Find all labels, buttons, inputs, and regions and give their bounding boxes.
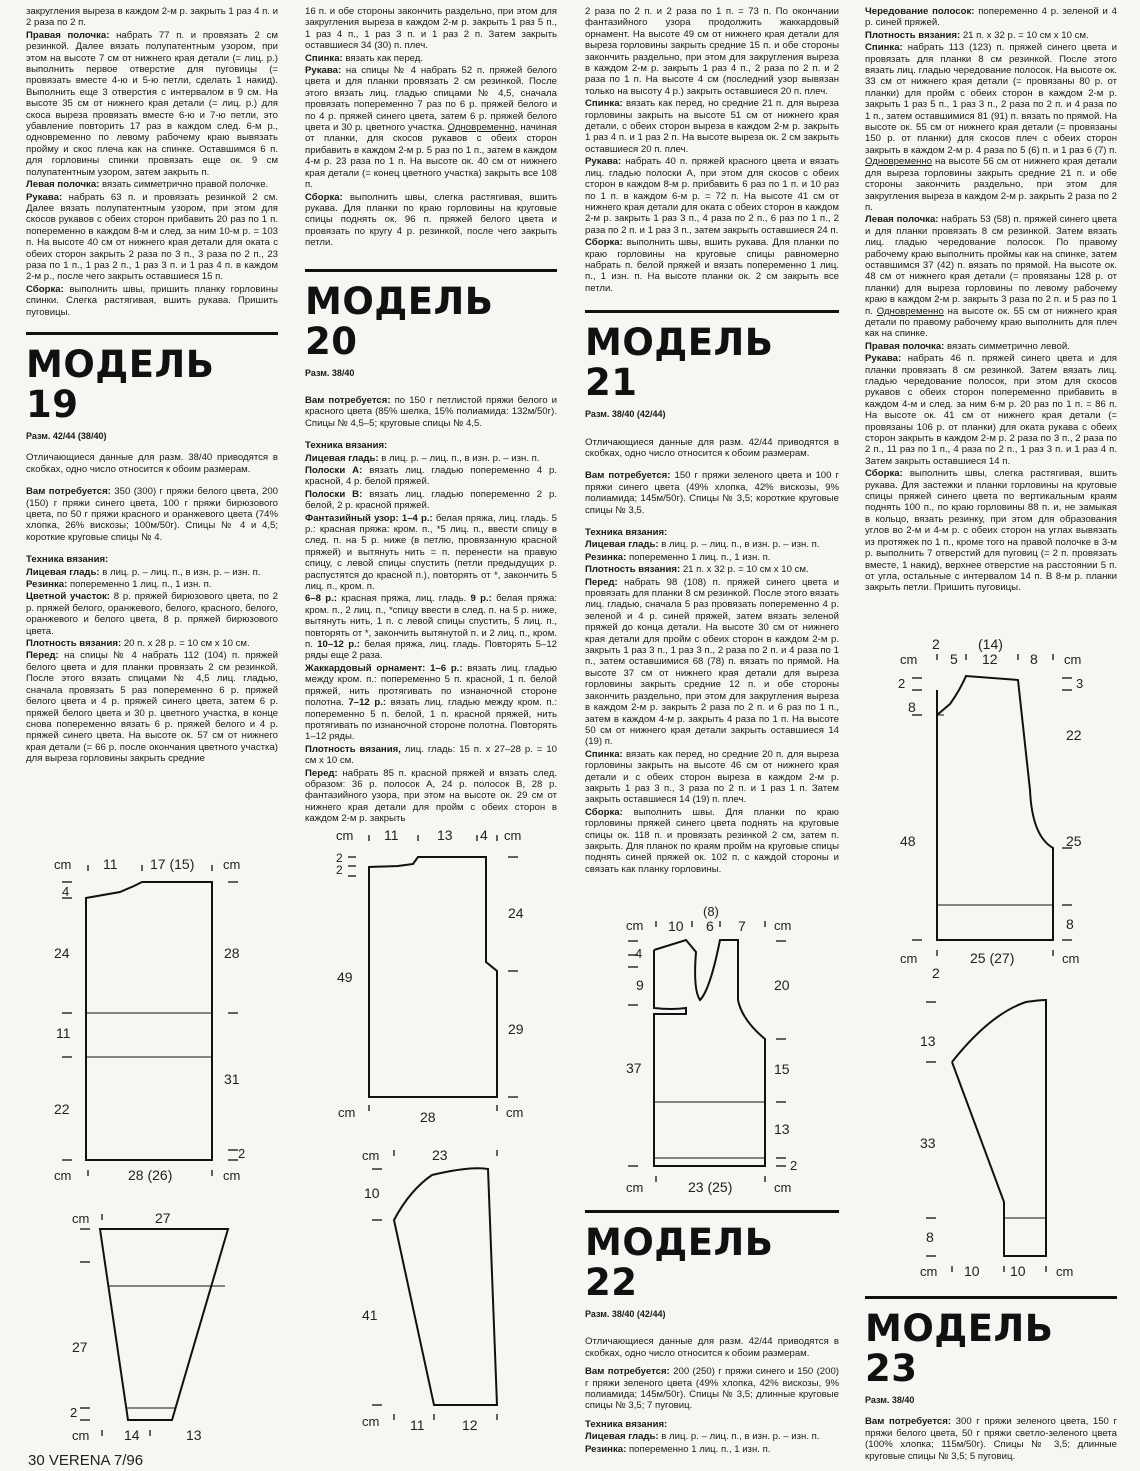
diagram-label: 33 bbox=[920, 1135, 936, 1151]
diagram-label: cm bbox=[920, 1264, 938, 1279]
diagram-label: 2 bbox=[932, 636, 940, 652]
diagram-label: 2 bbox=[932, 965, 940, 981]
diagram-label: 2 bbox=[238, 1146, 246, 1161]
paragraph: Плотность вязания, лиц. гладь: 15 п. х 27–28 р. = 10 см х 10 см. bbox=[305, 743, 557, 767]
paragraph-sleeves: Рукава: набрать 63 п. и провязать резинкой 2 см. Далее вязать полупатентным узором, при этом для скосов рукавов с обеих сторон прибавить 20 раз по 1 п. попеременно в каждом 8-м и след. за ним 10-м р. = 103 п. На высоте 40 см от нижнего края детали для оката с обеих сторон закрыть 2 раза по 3 п., 3 раза по 2 п., 23 раза по 1 п., 1 раз 2 п., 1 раз 3 п. и 1 раз 4 п. в каждом 2-м р., после чего закрыть оставшиеся 15 п. bbox=[26, 191, 278, 283]
paragraph-assembly: Сборка: выполнить швы, вшить рукава. Для планки по краю горловины на круговые спицы равномерно набрать п. белой пряжей и вязать попеременно 1 лиц. п., 1 изн. п. На высоте планки ок. 2 см закрыть все петли. bbox=[585, 237, 839, 294]
model-heading: МОДЕЛЬ 22 bbox=[585, 1221, 774, 1304]
diagram-label: 7 bbox=[738, 918, 746, 934]
paragraph-materials: Вам потребуется: 300 г пряжи зеленого цвета, 150 г пряжи белого цвета, 50 г пряжи светло-зеленого цвета (100% хлопка; 115м/50г). Спицы № 3,5; длинные круговые спицы № 3,5; 5 пуговиц. bbox=[865, 1416, 1117, 1462]
size-label: Разм. 38/40 bbox=[305, 367, 355, 378]
paragraph-left-front: Левая полочка: вязать симметрично правой полочке. bbox=[26, 179, 269, 191]
diagram-label: 22 bbox=[54, 1101, 70, 1117]
diagram-label: cm bbox=[626, 1180, 644, 1195]
diagram-label: cm bbox=[1056, 1264, 1074, 1279]
diagram-label: 12 bbox=[462, 1417, 478, 1433]
paragraph-front: Перед: набрать 85 п. красной пряжей и вязать след. образом: 36 р. полосок А, 24 р. полосок В, 28 р. фантазийного узора, при этом на высоте ок. 29 см от нижнего края детали для пройм с обеих сторон в каждом 2-м р. закрыть bbox=[305, 767, 557, 825]
diagram-label: cm bbox=[1064, 652, 1082, 667]
diagram-label: cm bbox=[223, 857, 241, 872]
diagram-label: 28 bbox=[224, 945, 240, 961]
paragraph-back: Спинка: вязать как перед. bbox=[305, 52, 424, 64]
diagram-label: cm bbox=[72, 1428, 90, 1443]
diagram-label: 11 bbox=[56, 1025, 71, 1041]
paragraph-front: Перед: на спицы № 4 набрать 112 (104) п. пряжей белого цвета и для планки провязать 2 см резинкой. После этого вязать спицами № 4,5 лиц. гладью, сначала провязать 5 раз попеременно 6 р. пряжей белого цвета и 4 р. пряжей синего цвета, затем 6 р. пряжей белого цвета и 30 р. цветного участка, в конце снова попеременно вязать 6 р. пряжей белого и 4 р. пряжей синего цвета. На высоте ок. 57 см от нижнего края детали (= 66 р. после окончания цветного участка) для выреза горловины закрыть средние bbox=[26, 650, 278, 765]
diagram-label: cm bbox=[506, 1105, 524, 1120]
diagram-label: 28 bbox=[420, 1109, 436, 1125]
diagram-label: 49 bbox=[337, 969, 353, 985]
diagram-label: 31 bbox=[224, 1071, 240, 1087]
diagram-label: 20 bbox=[774, 977, 790, 993]
diagram-label: (14) bbox=[978, 636, 1003, 652]
paragraph: Чередование полосок: попеременно 4 р. зеленой и 4 р. синей пряжей. bbox=[865, 6, 1117, 29]
paragraph: Резинка: попеременно 1 лиц. п., 1 изн. п. bbox=[26, 579, 212, 591]
diagram-label: 25 (27) bbox=[970, 950, 1015, 966]
diagram-label: 4 bbox=[635, 946, 643, 961]
paragraph: Полоски А: вязать лиц. гладью попеременно 4 р. красной, 4 р. белой пряжей. bbox=[305, 464, 558, 488]
diagram-label: 23 bbox=[432, 1147, 448, 1163]
paragraph: Полоски В: вязать лиц. гладью попеременно 2 р. белой, 2 р. красной пряжей. bbox=[305, 488, 558, 512]
diagram-label: 48 bbox=[900, 833, 916, 849]
diagram-label: (8) bbox=[703, 904, 719, 919]
paragraph: закругления выреза в каждом 2-м р. закрыть 1 раз 4 п. и 2 раза по 2 п. bbox=[26, 6, 278, 29]
paragraph-sleeves: Рукава: набрать 46 п. пряжей синего цвета и для планки провязать 8 см резинкой. Затем вязать лиц. гладью чередование полосок, при этом для скосов рукавов с обеих сторон попеременно прибавить в каждом 4-м и след. за ним 6-м р. 20 раз по 1 п. = 86 п. На высоте ок. 41 см от нижнего края детали (= провязаны 106 р. от планки) для оката рукава с обеих сторон закрыть в каждом 2-м р. 2 раза по 3 п., 2 раза по 2 п., 11 раз по 1 п., 4 раза по 2 п., 1 раз 3 п. и 1 раз 4 п. Затем закрыть оставшиеся 14 п. bbox=[865, 353, 1117, 467]
paragraph-right-front: Правая полочка: вязать симметрично левой. bbox=[865, 340, 1070, 352]
paragraph: Лицевая гладь: в лиц. р. – лиц. п., в изн. р. – изн. п. bbox=[585, 1431, 820, 1443]
paragraph-sleeves: Рукава: набрать 40 п. пряжей красного цвета и вязать лиц. гладью полоски А, при этом для скосов с обеих сторон в каждом 8-м р. прибавить 6 раз по 1 п. и 10 раз по 1 п. в каждом 6-м р. = 72 п. На высоте 41 см от нижнего края детали для оката с обеих сторон в каждом 2-м р. закрыть 1 раз 3 п., 4 раза по 2 п., 6 раз по 1 п., 2 раза по 2 п. и 1 раз 3 п., затем закрыть оставшиеся 24 п. bbox=[585, 156, 839, 236]
diagram-label: 28 (26) bbox=[128, 1167, 173, 1183]
diagram-label: 2 bbox=[336, 851, 343, 865]
diagram-label: cm bbox=[72, 1211, 90, 1226]
paragraph: Цветной участок: 8 р. пряжей бирюзового цвета, по 2 р. пряжей белого, оранжевого, белого, красного, белого, оранжевого и белого цвета, 8 р. пряжей бирюзового цвета. bbox=[26, 591, 278, 637]
paragraph: Лицевая гладь: в лиц. р. – лиц. п., в изн. р. – изн. п. bbox=[26, 566, 261, 578]
paragraph: Отличающиеся данные для разм. 38/40 приводятся в скобках, одно число относится к обоим размерам. bbox=[26, 452, 278, 475]
diagram-label: 10 bbox=[964, 1263, 980, 1279]
diagram-label: cm bbox=[900, 652, 918, 667]
paragraph-materials: Вам потребуется: по 150 г петлистой пряжи белого и красного цвета (85% шелка, 15% полиамида: 132м/50г). Спицы № 4,5–5; круговые спицы № 4,5. bbox=[305, 394, 557, 429]
paragraph-assembly: Сборка: выполнить швы, слегка растягивая, вшить рукава. Для планки по краю горловины на круговые спицы поднять ок. 96 п. пряжей белого цвета и провязать по кругу 4 р. резинкой, после чего закрыть петли. bbox=[305, 191, 557, 249]
paragraph: Лицевая гладь: в лиц. р. – лиц. п., в изн. р. – изн. п. bbox=[305, 452, 540, 464]
diagram-label: 13 bbox=[774, 1121, 790, 1137]
diagram-label: 27 bbox=[72, 1339, 88, 1355]
diagram-label: 10 bbox=[1010, 1263, 1026, 1279]
diagram-label: cm bbox=[626, 918, 644, 933]
paragraph-assembly: Сборка: выполнить швы. Для планки по краю горловины пряжей синего цвета поднять на круговые спицы ок. 118 п. и провязать резинкой 2 см, затем п. закрыть. Для планок по краям пройм на круговые спицы поднять синей пряжей ок. 102 п. с каждой стороны и связать как планку горловины. bbox=[585, 806, 839, 875]
diagram-label: cm bbox=[54, 1168, 72, 1183]
diagram-label: 29 bbox=[508, 1021, 524, 1037]
diagram-label: cm bbox=[338, 1105, 356, 1120]
diagram-label: 15 bbox=[774, 1061, 790, 1077]
paragraph: 2 раза по 2 п. и 2 раза по 1 п. = 73 п. По окончании фантазийного узора продолжить жаккардовый орнамент. На высоте 49 см от нижнего края детали для выреза горловины закрыть средние 15 п. и обе стороны закончить раздельно, при этом для закругления выреза в каждом 2-м р. закрыть 1 раз 4 п., 2 раза по 2 п. и 2 раза по 1 п. На высоте 4 см (последний узор вывязан только на высоту 4 р.) закрыть оставшиеся 20 п. плеч. bbox=[585, 6, 839, 97]
page-footer: 30 VERENA 7/96 bbox=[28, 1452, 144, 1469]
paragraph: Лицевая гладь: в лиц. р. – лиц. п., в изн. р. – изн. п. bbox=[585, 539, 820, 551]
paragraph-front: Перед: набрать 98 (108) п. пряжей синего цвета и провязать для планки 8 см резинкой. После этого вязать лиц. гладью, сначала 5 раз провязать попеременно 4 р. зеленой и 4 р. синей пряжей, затем вязать зеленой пряжей до конца детали. На высоте 30 см от нижнего края детали для пройм с обеих сторон в каждом 2-м р. закрыть 1 раз 3 п., 1 раз 3 п., 2 раза по 2 п. и 4 раза по 1 п., затем оставшимися 68 (78) п. вязать по прямой. На высоте 37 см от нижнего края детали для выреза горловины закрыть средние 12 п. и обе стороны закончить раздельно, при этом для закругления выреза в каждом 2-м р. закрыть 2 раза по 2 п. и 6 раз по 1 п., затем в каждом 4-м р. закрыть 4 раза по 1 п. На высоте 50 см от нижнего края детали закрыть оставшиеся 14 (19) п. bbox=[585, 576, 839, 748]
paragraph-materials: Вам потребуется: 350 (300) г пряжи белого цвета, 200 (150) г пряжи синего цвета, 100 г пряжи бирюзового цвета, по 50 г пряжи красного и оранжевого цвета (74% хлопка, 26% вискозы; 100м/50г). Спицы № 4 и 4,5; короткие круговые спицы № 4. bbox=[26, 486, 278, 543]
diagram-label: 5 bbox=[950, 651, 958, 667]
diagram-label: 8 bbox=[1066, 916, 1074, 932]
diagram-label: 11 bbox=[103, 856, 118, 872]
diagram-label: 22 bbox=[1066, 727, 1082, 743]
paragraph-materials: Вам потребуется: 150 г пряжи зеленого цвета и 100 г пряжи синего цвета (49% хлопка, 42% вискозы, 9% полиамида; 145м/50г). Спицы № 3,5; короткие круговые спицы № 3,5. bbox=[585, 470, 839, 516]
paragraph: Отличающиеся данные для разм. 42/44 приводятся в скобках, одно число относится к обоим размерам. bbox=[585, 1336, 839, 1359]
diagram-label: 6 bbox=[706, 918, 714, 934]
size-label: Разм. 38/40 (42/44) bbox=[585, 1309, 666, 1319]
diagram-label: 2 bbox=[336, 863, 343, 877]
technique-heading: Техника вязания: bbox=[305, 440, 388, 452]
diagram-label: 37 bbox=[626, 1060, 642, 1076]
diagram-label: cm bbox=[362, 1414, 380, 1429]
diagram-label: 13 bbox=[186, 1427, 202, 1443]
paragraph: Фантазийный узор: 1–4 р.: белая пряжа, лиц. гладь. 5 р.: красная пряжа: кром. п., *5 лиц. п., ввести спицу в след. п. на 5 р. ниже (в петлю, провязанную красной пряжей) и вытянуть нить = п. перенести на правую спицу, с левой спицы спустить (петли предыдущих р. распустятся до красной п.), повторять от *, закончить 5 лиц. п., кром. п. bbox=[305, 512, 557, 593]
paragraph: Плотность вязания: 21 п. х 32 р. = 10 см х 10 см. bbox=[865, 29, 1089, 41]
paragraph-sleeves: Рукава: на спицы № 4 набрать 52 п. пряжей белого цвета и для планки провязать 2 см резинкой. После этого вязать лиц. гладью спицами № 4,5, сначала провязать попеременно 7 раз по 6 р. пряжей белого и по 4 р. пряжей синего цвета, затем 6 р. пряжей белого цвета и 30 р. цветного участка. Одновременно, начиная от планки, для скосов рукавов с обеих сторон прибавить в каждом 2-м р. 5 раз по 1 п., затем в каждом 4-м р. 23 раза по 1 п. На высоте ок. 40 см от нижнего края детали (= конец цветного участка) закрыть все 108 п. bbox=[305, 65, 557, 191]
paragraph: Плотность вязания: 20 п. х 28 р. = 10 см х 10 см. bbox=[26, 638, 250, 650]
diagram-label: 25 bbox=[1066, 833, 1082, 849]
diagram-label: 2 bbox=[790, 1158, 798, 1173]
paragraph-back: Спинка: набрать 113 (123) п. пряжей синего цвета и провязать для планки 8 см резинкой. После этого вязать лиц. гладью чередование полосок. На высоте ок. 33 см от нижнего края детали (= провязаны 80 р. от планки) для пройм с обеих сторон в каждом 2-м р. закрыть 1 раз 5 п., 1 раз 3 п., 2 раза по 2 п. и 4 раза по 1 п., затем оставшимися 81 (91) п. вязать по прямой. На высоте ок. 55 см от нижнего края детали (= провязаны 150 р. от планки) для скосов плеч с обеих сторон закрыть в каждом 2-м р. 4 раза по 5 (6) п. и 1 раз 6 (7) п. Одновременно на высоте 56 см от нижнего края детали для выреза горловины закрыть средние 21 п. и обе стороны закончить раздельно, при этом для закругления выреза в каждом 2-м р. закрыть 2 раза по 2 п. bbox=[865, 42, 1117, 213]
paragraph: Плотность вязания: 21 п. х 32 р. = 10 см х 10 см. bbox=[585, 564, 809, 576]
paragraph-back: Спинка: вязать как перед, но средние 21 п. для выреза горловины закрыть на высоте 51 см от нижнего края детали, с обеих сторон выреза в каждом 2-м р. закрыть 1 раз 4 п. и 1 раз 2 п. На высоте выреза ок. 2 см закрыть оставшиеся 20 п. плеч. bbox=[585, 98, 839, 155]
diagram-label: 12 bbox=[982, 651, 998, 667]
paragraph-back: Спинка: вязать как перед, но средние 20 п. для выреза горловины закрыть на высоте 46 см от нижнего края детали и с обеих сторон выреза в каждом 2-м р. закрыть 1 раз 3 п., 3 раза по 2 п. и 1 раз 1 п. Затем закрыть оставшиеся 14 (19) п. плеч. bbox=[585, 748, 839, 806]
paragraph: Жаккардовый орнамент: 1–6 р.: вязать лиц. гладью между кром. п.: попеременно 5 п. красной, 1 п. белой пряжей, нить протягивать по изнаночной стороне полотна. 7–12 р.: вязать лиц. гладью между кром. п.: попеременно 5 п. белой, 1 п. красной пряжей, нить протягивать по изнаночной стороне полотна. Повторять 1–12 ряды. bbox=[305, 662, 558, 743]
model-heading: МОДЕЛЬ 19 bbox=[26, 342, 215, 426]
technique-heading: Техника вязания: bbox=[585, 1418, 668, 1430]
model-heading: МОДЕЛЬ 20 bbox=[305, 279, 494, 363]
diagram-label: 11 bbox=[410, 1417, 425, 1433]
diagram-label: 24 bbox=[54, 945, 70, 961]
diagram-label: cm bbox=[900, 951, 918, 966]
diagram-label: cm bbox=[54, 857, 72, 872]
diagram-label: 2 bbox=[70, 1405, 78, 1420]
diagram-label: 24 bbox=[508, 905, 524, 921]
technique-heading: Техника вязания: bbox=[585, 527, 668, 538]
diagram-label: cm bbox=[362, 1148, 380, 1163]
diagram-label: 17 (15) bbox=[150, 856, 195, 872]
technique-heading: Техника вязания: bbox=[26, 554, 109, 566]
model-heading: МОДЕЛЬ 23 bbox=[865, 1307, 1054, 1390]
diagram-label: cm bbox=[223, 1168, 241, 1183]
paragraph: 16 п. и обе стороны закончить раздельно, при этом для закругления выреза в каждом 2-м р. закрыть 1 раз 5 п., 1 раз 4 п., 1 раз 3 п. и 1 раз 2 п. Затем закрыть оставшиеся 34 (30) п. плеч. bbox=[305, 6, 557, 52]
paragraph: Резинка: попеременно 1 лиц. п., 1 изн. п. bbox=[585, 1443, 771, 1455]
diagram-label: 8 bbox=[926, 1229, 934, 1245]
diagram-label: 23 (25) bbox=[688, 1179, 733, 1195]
diagram-label: 9 bbox=[636, 977, 644, 993]
paragraph-materials: Вам потребуется: 200 (250) г пряжи синего и 150 (200) г пряжи зеленого цвета (49% хлопка, 42% вискозы, 9% полиамида; 145м/50г). Спицы № 3,5; длинные круговые спицы № 3,5; 7 пуговиц. bbox=[585, 1366, 839, 1412]
diagram-label: 3 bbox=[1076, 676, 1084, 691]
paragraph: Отличающиеся данные для разм. 42/44 приводятся в скобках, одно число относится к обоим размерам. bbox=[585, 436, 839, 459]
diagram-label: 8 bbox=[908, 699, 916, 715]
size-label: Разм. 38/40 (42/44) bbox=[585, 409, 666, 420]
paragraph: 6–8 р.: красная пряжа, лиц. гладь. 9 р.: белая пряжа: кром. п., 2 лиц. п., *спицу ввести в след. п. на 5 р. ниже, вытянуть нить, 1 п. с левой спицы спустить, 5 лиц. п., повторять от *, закончить вытянутой п. и 2 лиц. п., кром. п. 10–12 р.: белая пряжа, лиц. гладь. Повторять 5–12 ряды еще 2 раза. bbox=[305, 593, 557, 662]
diagram-label: 8 bbox=[1030, 651, 1038, 667]
diagram-label: cm bbox=[336, 828, 354, 843]
diagram-label: 11 bbox=[384, 827, 399, 843]
diagram-label: 2 bbox=[898, 676, 906, 691]
paragraph-assembly: Сборка: выполнить швы, пришить планку горловины спинки. Слегка растягивая, вшить рукава. Пришить пуговицы. bbox=[26, 283, 278, 318]
size-label: Разм. 42/44 (38/40) bbox=[26, 430, 107, 441]
diagram-label: 14 bbox=[124, 1427, 140, 1443]
diagram-label: cm bbox=[774, 1180, 792, 1195]
diagram-label: cm bbox=[774, 918, 792, 933]
diagram-label: 10 bbox=[668, 918, 684, 934]
diagram-label: 41 bbox=[362, 1307, 378, 1323]
diagram-label: cm bbox=[504, 828, 522, 843]
diagram-label: 4 bbox=[480, 827, 488, 843]
diagram-label: 4 bbox=[62, 884, 70, 899]
paragraph-right-front: Правая полочка: набрать 77 п. и провязать 2 см резинкой. Далее вязать полупатентным узором, при этом на высоте 7 см от нижнего края детали (= лиц. р.) выполнить первое отверстие для пуговицы (= провязать вместе 4-ю и 5-ю петли, сделать 1 накид). Выполнить еще 3 отверстия с интервалом в 9 см. На высоте 35 см от нижнего края детали (= лиц. р.) для скоса выреза провязать вместе 6-ю и 7-ю петли, это убавление повторить 17 раз в каждом след. 6-м р., одновременно по левому рабочему краю вывязать пройму и скос плеча как на спинке. Оставшимся 6 п. для горловины спинки провязать еще ок. 9 см полупатентным узором, затем закрыть п. bbox=[26, 29, 278, 178]
diagram-label: 13 bbox=[437, 827, 453, 843]
model-heading: МОДЕЛЬ 21 bbox=[585, 321, 774, 405]
diagram-label: 27 bbox=[155, 1210, 171, 1226]
diagram-label: cm bbox=[1062, 951, 1080, 966]
paragraph-assembly: Сборка: выполнить швы, слегка растягивая, вшить рукава. Для застежки и планки горловины на круговые спицы пряжей синего цвета по вертикальным краям поднять 100 п., по краю горловины 88 п. и, не замыкая в кольцо, вязать резинку, при этом для образования углов во 2-м и 4-м р. с обеих сторон на углах вывязать из протяжек по 1 п., кроме того на правой полочке в 3-м р. выполнить 7 отверстий для пуговиц (= 2 п. провязать вместе, 1 накид), верхнее отверстие на расстоянии 5 п. от угла, остальные с интервалом 14 п. В 8-м р. планки закрыть петли. Пришить пуговицы. bbox=[865, 468, 1117, 594]
paragraph-left-front: Левая полочка: набрать 53 (58) п. пряжей синего цвета и для планки провязать 8 см резинкой. Затем вязать лиц. гладью чередование полосок. По правому рабочему краю выполнить проймы как на спинке, затем оставшимся 37 (42) п. вязать по прямой. На высоте ок. 48 см от нижнего края детали (= провязаны 128 р. от планки) для выреза горловины по левому рабочему краю в каждом 2-м р. закрыть 3 раза по 2 п. и 5 раз по 1 п. Одновременно на высоте ок. 55 см от нижнего края детали по правому рабочему краю выполнить для плеч как на спинке. bbox=[865, 214, 1117, 340]
diagram-label: 13 bbox=[920, 1033, 936, 1049]
diagram-label: 10 bbox=[364, 1185, 380, 1201]
paragraph: Резинка: попеременно 1 лиц. п., 1 изн. п. bbox=[585, 551, 771, 563]
size-label: Разм. 38/40 bbox=[865, 1395, 915, 1405]
